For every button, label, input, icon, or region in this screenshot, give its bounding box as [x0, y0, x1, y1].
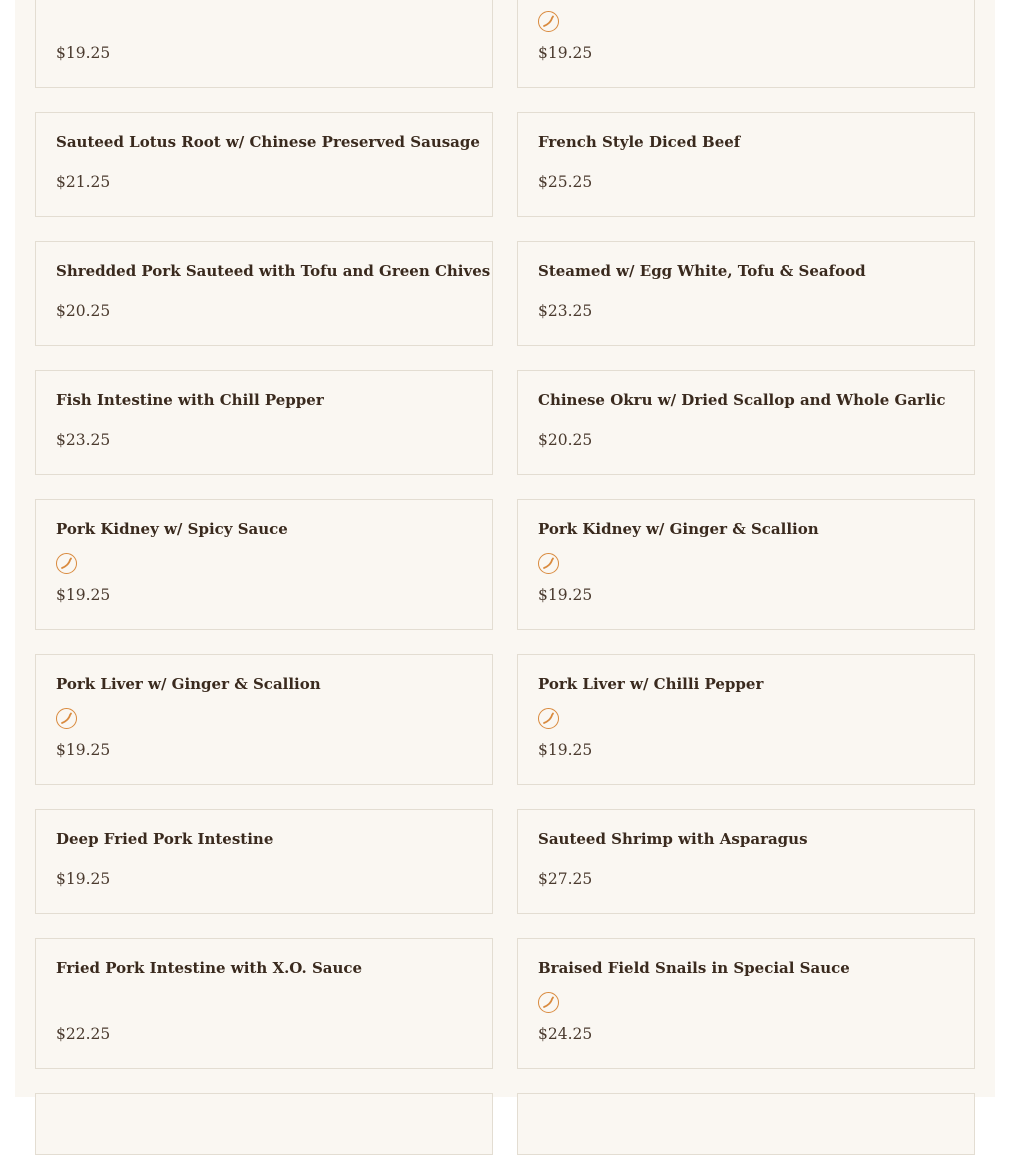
item-price: $20.25: [56, 302, 111, 320]
menu-item-card[interactable]: [517, 809, 975, 914]
item-price: $25.25: [538, 173, 593, 191]
item-price: $19.25: [56, 741, 111, 759]
menu-item-card[interactable]: [517, 0, 975, 88]
item-name: Fish Intestine with Chill Pepper: [56, 391, 324, 409]
item-name: Braised Field Snails in Special Sauce: [538, 959, 850, 977]
item-name: Steamed w/ Egg White, Tofu & Seafood: [538, 262, 866, 280]
chili-pepper-icon: [56, 708, 77, 729]
item-price: $27.25: [538, 870, 593, 888]
chili-pepper-icon: [538, 11, 559, 32]
menu-item-card[interactable]: [517, 241, 975, 346]
item-price: $19.25: [538, 44, 593, 62]
item-price: $21.25: [56, 173, 111, 191]
menu-item-card[interactable]: [517, 370, 975, 475]
chili-pepper-icon: [538, 708, 559, 729]
item-name: Pork Liver w/ Ginger & Scallion: [56, 675, 321, 693]
menu-item-card[interactable]: [35, 1093, 493, 1155]
menu-panel: [15, 0, 995, 1097]
item-price: $20.25: [538, 431, 593, 449]
menu-item-card[interactable]: [35, 938, 493, 1069]
item-name: Fried Pork Intestine with X.O. Sauce: [56, 959, 363, 977]
menu-item-card[interactable]: [35, 499, 493, 630]
item-name: Sauteed Lotus Root w/ Chinese Preserved Sausage: [56, 133, 480, 151]
chili-pepper-icon: [538, 553, 559, 574]
menu-item-card[interactable]: [35, 241, 493, 346]
item-price: $19.25: [56, 44, 111, 62]
item-price: $23.25: [538, 302, 593, 320]
item-price: $24.25: [538, 1025, 593, 1043]
menu-item-card[interactable]: [517, 1093, 975, 1155]
menu-item-card[interactable]: [517, 112, 975, 217]
item-name: French Style Diced Beef: [538, 133, 741, 151]
chili-pepper-icon: [56, 553, 77, 574]
item-name: Chinese Okru w/ Dried Scallop and Whole Garlic: [538, 391, 946, 409]
item-name: Shredded Pork Sauteed with Tofu and Green Chives: [56, 262, 491, 280]
item-name: Pork Liver w/ Chilli Pepper: [538, 675, 764, 693]
menu-item-card[interactable]: [517, 938, 975, 1069]
chili-pepper-icon: [538, 992, 559, 1013]
menu-item-card[interactable]: [517, 499, 975, 630]
menu-item-card[interactable]: [35, 0, 493, 88]
menu-item-card[interactable]: [517, 654, 975, 785]
item-price: $19.25: [56, 870, 111, 888]
item-name: Pork Kidney w/ Ginger & Scallion: [538, 520, 819, 538]
menu-item-card[interactable]: [35, 370, 493, 475]
item-name: Sauteed Shrimp with Asparagus: [538, 830, 808, 848]
menu-item-card[interactable]: [35, 654, 493, 785]
item-price: $19.25: [538, 586, 593, 604]
item-price: $19.25: [538, 741, 593, 759]
item-name: Deep Fried Pork Intestine: [56, 830, 274, 848]
menu-item-card[interactable]: [35, 809, 493, 914]
item-name: Pork Kidney w/ Spicy Sauce: [56, 520, 288, 538]
item-price: $19.25: [56, 586, 111, 604]
item-price: $22.25: [56, 1025, 111, 1043]
menu-item-card[interactable]: [35, 112, 493, 217]
item-price: $23.25: [56, 431, 111, 449]
